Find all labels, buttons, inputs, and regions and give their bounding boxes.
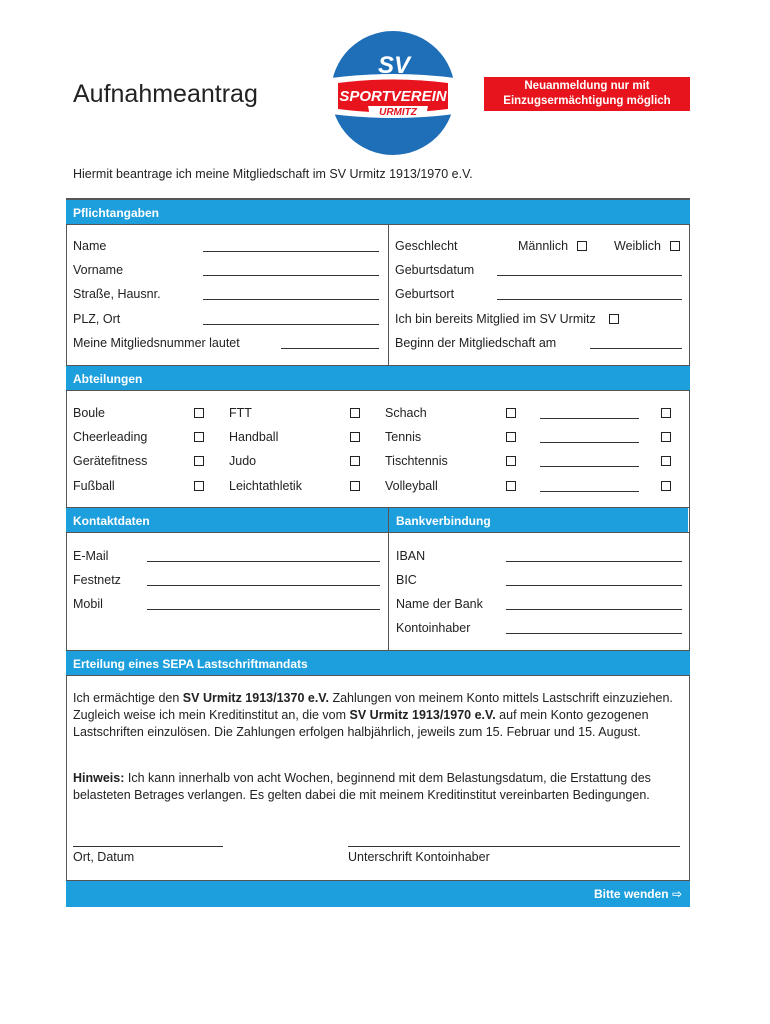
input-festnetz[interactable]: [147, 575, 380, 586]
dept-checkbox[interactable]: [506, 456, 516, 466]
input-other-dept[interactable]: [540, 456, 639, 467]
notice-line-2: Einzugsermächtigung möglich: [503, 95, 671, 107]
dept-checkbox[interactable]: [506, 481, 516, 491]
divider: [388, 225, 389, 365]
checkbox-maennlich[interactable]: [577, 241, 587, 251]
dept-checkbox[interactable]: [350, 432, 360, 442]
footer-bar: [66, 880, 690, 907]
hinweis-label: Hinweis:: [73, 771, 125, 785]
label-unterschrift: Unterschrift Kontoinhaber: [348, 850, 490, 864]
dept-label: Boule: [73, 406, 105, 420]
input-ort-datum[interactable]: [73, 836, 223, 847]
dept-checkbox[interactable]: [194, 408, 204, 418]
label-mitgliedsnummer: Meine Mitgliedsnummer lautet: [73, 336, 240, 350]
section-title: Kontaktdaten: [73, 514, 150, 528]
checkbox-bereits-mitglied[interactable]: [609, 314, 619, 324]
dept-label: Fußball: [73, 479, 115, 493]
dept-label: FTT: [229, 406, 252, 420]
section-bar-pflichtangaben: [66, 199, 690, 225]
checkbox-weiblich[interactable]: [670, 241, 680, 251]
label-kontoinhaber: Kontoinhaber: [396, 621, 471, 635]
label-maennlich: Männlich: [518, 239, 569, 253]
sepa-text-part: auf mein Konto gezogenen Lastschriften einzulösen. Die Zahlungen erfolgen halbjährlich, jeweils zum 15. Februar und 15. August.: [73, 708, 649, 739]
label-name: Name: [73, 239, 107, 253]
dept-label: Cheerleading: [73, 430, 148, 444]
club-logo: [328, 30, 458, 156]
dept-checkbox[interactable]: [506, 408, 516, 418]
dept-checkbox[interactable]: [194, 456, 204, 466]
club-name-bold: SV Urmitz 1913/1370 e.V.: [182, 691, 329, 705]
dept-checkbox[interactable]: [194, 481, 204, 491]
notice-box: [484, 77, 690, 111]
dept-label: Gerätefitness: [73, 454, 148, 468]
intro-text: Hiermit beantrage ich meine Mitgliedschaft im SV Urmitz 1913/1970 e.V.: [73, 167, 473, 181]
input-beginn[interactable]: [590, 338, 682, 349]
label-bankname: Name der Bank: [396, 597, 483, 611]
dept-label: Schach: [385, 406, 427, 420]
input-geburtsort[interactable]: [497, 289, 682, 300]
input-name[interactable]: [203, 241, 379, 252]
label-geburtsdatum: Geburtsdatum: [395, 263, 475, 277]
input-other-dept[interactable]: [540, 408, 639, 419]
label-festnetz: Festnetz: [73, 573, 121, 587]
label-bereits-mitglied: Ich bin bereits Mitglied im SV Urmitz: [395, 312, 596, 326]
section-title: Abteilungen: [73, 372, 143, 386]
hinweis-body: Ich kann innerhalb von acht Wochen, beginnend mit dem Belastungsdatum, die Erstattung des belasteten Betrages verlangen. Es gelten dabei die mit meinem Kreditinstitut vereinbarten Bedingungen.: [73, 771, 651, 802]
form-title: Aufnahmeantrag: [73, 80, 258, 108]
label-geburtsort: Geburtsort: [395, 287, 455, 301]
dept-label: Tischtennis: [385, 454, 448, 468]
section-bar-sepa: [66, 650, 690, 676]
label-plz: PLZ, Ort: [73, 312, 121, 326]
label-ort-datum: Ort, Datum: [73, 850, 135, 864]
logo-middle-text: SPORTVEREIN: [339, 88, 447, 105]
dept-checkbox[interactable]: [661, 408, 671, 418]
dept-checkbox[interactable]: [350, 408, 360, 418]
input-kontoinhaber[interactable]: [506, 623, 682, 634]
label-mobil: Mobil: [73, 597, 103, 611]
label-strasse: Straße, Hausnr.: [73, 287, 161, 301]
notice-line-1: Neuanmeldung nur mit: [524, 80, 650, 92]
dept-checkbox[interactable]: [350, 481, 360, 491]
section-title: Erteilung eines SEPA Lastschriftmandats: [73, 657, 308, 671]
dept-checkbox[interactable]: [350, 456, 360, 466]
club-name-bold: SV Urmitz 1913/1970 e.V.: [349, 708, 496, 722]
section-header-kontakt: [66, 508, 388, 532]
dept-checkbox[interactable]: [661, 432, 671, 442]
label-geschlecht: Geschlecht: [395, 239, 458, 253]
logo-bottom-text: URMITZ: [379, 107, 417, 118]
logo-top-text: SV: [378, 52, 411, 79]
section-bar-abteilungen: [66, 365, 690, 391]
bitte-wenden-label: Bitte wenden ⇨: [593, 887, 682, 901]
dept-checkbox[interactable]: [661, 456, 671, 466]
label-weiblich: Weiblich: [614, 239, 662, 253]
section-title: Pflichtangaben: [73, 206, 160, 220]
input-mitgliedsnummer[interactable]: [281, 338, 379, 349]
sepa-text-part: Ich ermächtige den: [73, 691, 183, 705]
label-bic: BIC: [396, 573, 417, 587]
section-bar-kontakt-bank: [66, 507, 690, 533]
dept-checkbox[interactable]: [661, 481, 671, 491]
label-email: E-Mail: [73, 549, 109, 563]
label-iban: IBAN: [396, 549, 426, 563]
section-title: Bankverbindung: [396, 514, 491, 528]
input-bic[interactable]: [506, 575, 682, 586]
input-geburtsdatum[interactable]: [497, 265, 682, 276]
input-bankname[interactable]: [506, 599, 682, 610]
input-iban[interactable]: [506, 551, 682, 562]
dept-checkbox[interactable]: [506, 432, 516, 442]
dept-checkbox[interactable]: [194, 432, 204, 442]
sepa-mandate-text: [73, 690, 681, 741]
label-beginn: Beginn der Mitgliedschaft am: [395, 336, 557, 350]
input-email[interactable]: [147, 551, 380, 562]
section-header-bank: [389, 508, 688, 532]
label-vorname: Vorname: [73, 263, 124, 277]
sepa-hinweis-text: [73, 770, 681, 804]
input-mobil[interactable]: [147, 599, 380, 610]
input-other-dept[interactable]: [540, 432, 639, 443]
dept-label: Volleyball: [385, 479, 438, 493]
dept-label: Tennis: [385, 430, 422, 444]
sepa-text-part: Zahlungen von meinem Konto mittels Lastschrift einzuziehen. Zugleich weise ich mein Kreditinstitut an, die vom: [73, 691, 673, 722]
divider: [388, 507, 389, 650]
dept-label: Leichtathletik: [229, 479, 302, 493]
signature-line[interactable]: [348, 836, 680, 847]
input-vorname[interactable]: [203, 265, 379, 276]
input-strasse[interactable]: [203, 289, 379, 300]
dept-label: Handball: [229, 430, 279, 444]
input-other-dept[interactable]: [540, 481, 639, 492]
dept-label: Judo: [229, 454, 257, 468]
input-plz[interactable]: [203, 314, 379, 325]
